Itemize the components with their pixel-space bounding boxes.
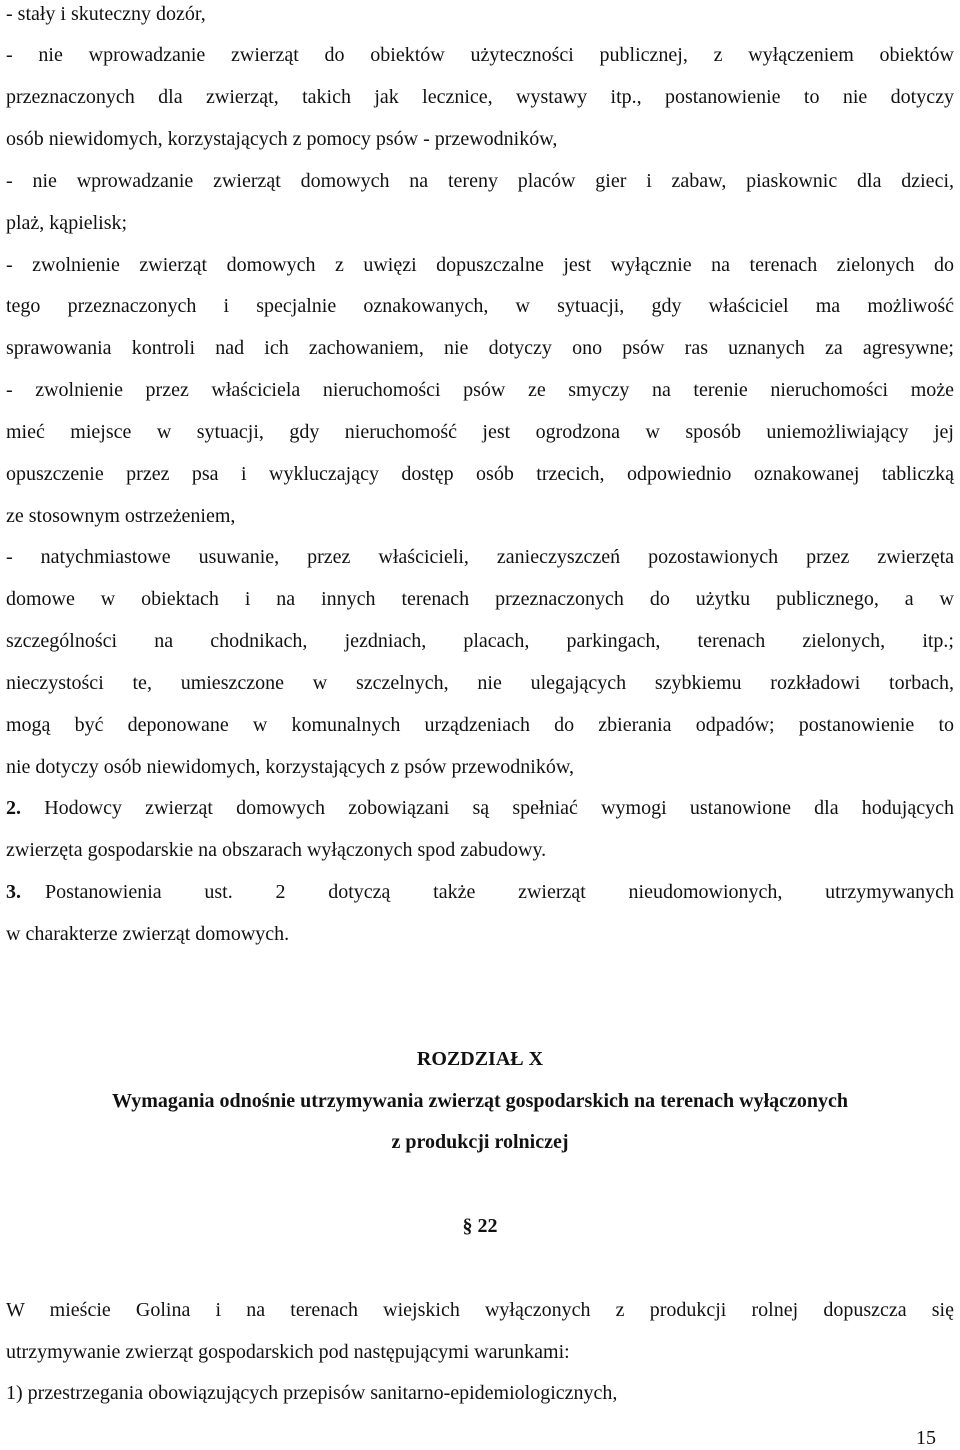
paragraph-3 bbox=[6, 880, 954, 904]
text-line: W mieście Golina i na terenach wiejskich wyłączonych z produkcji rolnej dopuszcza się bbox=[6, 1299, 954, 1321]
text-line: - zwolnienie przez właściciela nieruchomości psów ze smyczy na terenie nieruchomości może bbox=[6, 379, 954, 401]
text-line: mogą być deponowane w komunalnych urządzeniach do zbierania odpadów; postanowienie to bbox=[6, 714, 954, 736]
paragraph-text: Postanowienia ust. 2 dotyczą także zwierząt nieudomowionych, utrzymywanych bbox=[45, 881, 954, 903]
chapter-subtitle: Wymagania odnośnie utrzymywania zwierząt gospodarskich na terenach wyłączonych bbox=[111, 1090, 849, 1112]
text-line: zwierzęta gospodarskie na obszarach wyłączonych spod zabudowy. bbox=[6, 839, 547, 861]
text-line: szczególności na chodnikach, jezdniach, placach, parkingach, terenach zielonych, itp.; bbox=[6, 630, 954, 652]
text-line: osób niewidomych, korzystających z pomocy psów - przewodników, bbox=[6, 128, 558, 150]
text-line: utrzymywanie zwierząt gospodarskich pod następującymi warunkami: bbox=[6, 1341, 570, 1363]
chapter-title: ROZDZIAŁ X bbox=[416, 1048, 544, 1070]
text-line: domowe w obiektach i na innych terenach przeznaczonych do użytku publicznego, a w bbox=[6, 588, 954, 610]
paragraph-number: 2. bbox=[6, 797, 21, 819]
text-line: - nie wprowadzanie zwierząt domowych na tereny placów gier i zabaw, piaskownic dla dzieci, bbox=[6, 170, 954, 192]
page-number: 15 bbox=[916, 1427, 936, 1449]
text-line: w charakterze zwierząt domowych. bbox=[6, 923, 290, 945]
text-line: opuszczenie przez psa i wykluczający dostęp osób trzecich, odpowiednio oznakowanej tabliczką bbox=[6, 463, 954, 485]
text-line: - stały i skuteczny dozór, bbox=[6, 3, 206, 25]
text-line: - zwolnienie zwierząt domowych z uwięzi dopuszczalne jest wyłącznie na terenach zielonych do bbox=[6, 254, 954, 276]
text-line: mieć miejsce w sytuacji, gdy nieruchomość jest ogrodzona w sposób uniemożliwiający jej bbox=[6, 421, 954, 443]
text-line: - nie wprowadzanie zwierząt do obiektów użyteczności publicznej, z wyłączeniem obiektów bbox=[6, 44, 954, 66]
chapter-subtitle: z produkcji rolniczej bbox=[391, 1131, 569, 1153]
list-item: 1) przestrzegania obowiązujących przepisów sanitarno-epidemiologicznych, bbox=[6, 1382, 618, 1404]
paragraph-number: 3. bbox=[6, 881, 21, 903]
text-line: sprawowania kontroli nad ich zachowaniem, nie dotyczy ono psów ras uznanych za agresywne; bbox=[6, 337, 954, 359]
text-line: nie dotyczy osób niewidomych, korzystających z psów przewodników, bbox=[6, 756, 574, 778]
paragraph-text: Hodowcy zwierząt domowych zobowiązani są spełniać wymogi ustanowione dla hodujących bbox=[21, 797, 954, 819]
text-line: plaż, kąpielisk; bbox=[6, 212, 128, 234]
text-line: - natychmiastowe usuwanie, przez właścicieli, zanieczyszczeń pozostawionych przez zwierzęta bbox=[6, 546, 954, 568]
section-heading: § 22 bbox=[462, 1215, 498, 1237]
text-line: nieczystości te, umieszczone w szczelnych, nie ulegających szybkiemu rozkładowi torbach, bbox=[6, 672, 954, 694]
paragraph-2 bbox=[6, 796, 954, 820]
text-line: przeznaczonych dla zwierząt, takich jak lecznice, wystawy itp., postanowienie to nie dotyczy bbox=[6, 86, 954, 108]
text-line: tego przeznaczonych i specjalnie oznakowanych, w sytuacji, gdy właściciel ma możliwość bbox=[6, 295, 954, 317]
text-line: ze stosownym ostrzeżeniem, bbox=[6, 505, 236, 527]
